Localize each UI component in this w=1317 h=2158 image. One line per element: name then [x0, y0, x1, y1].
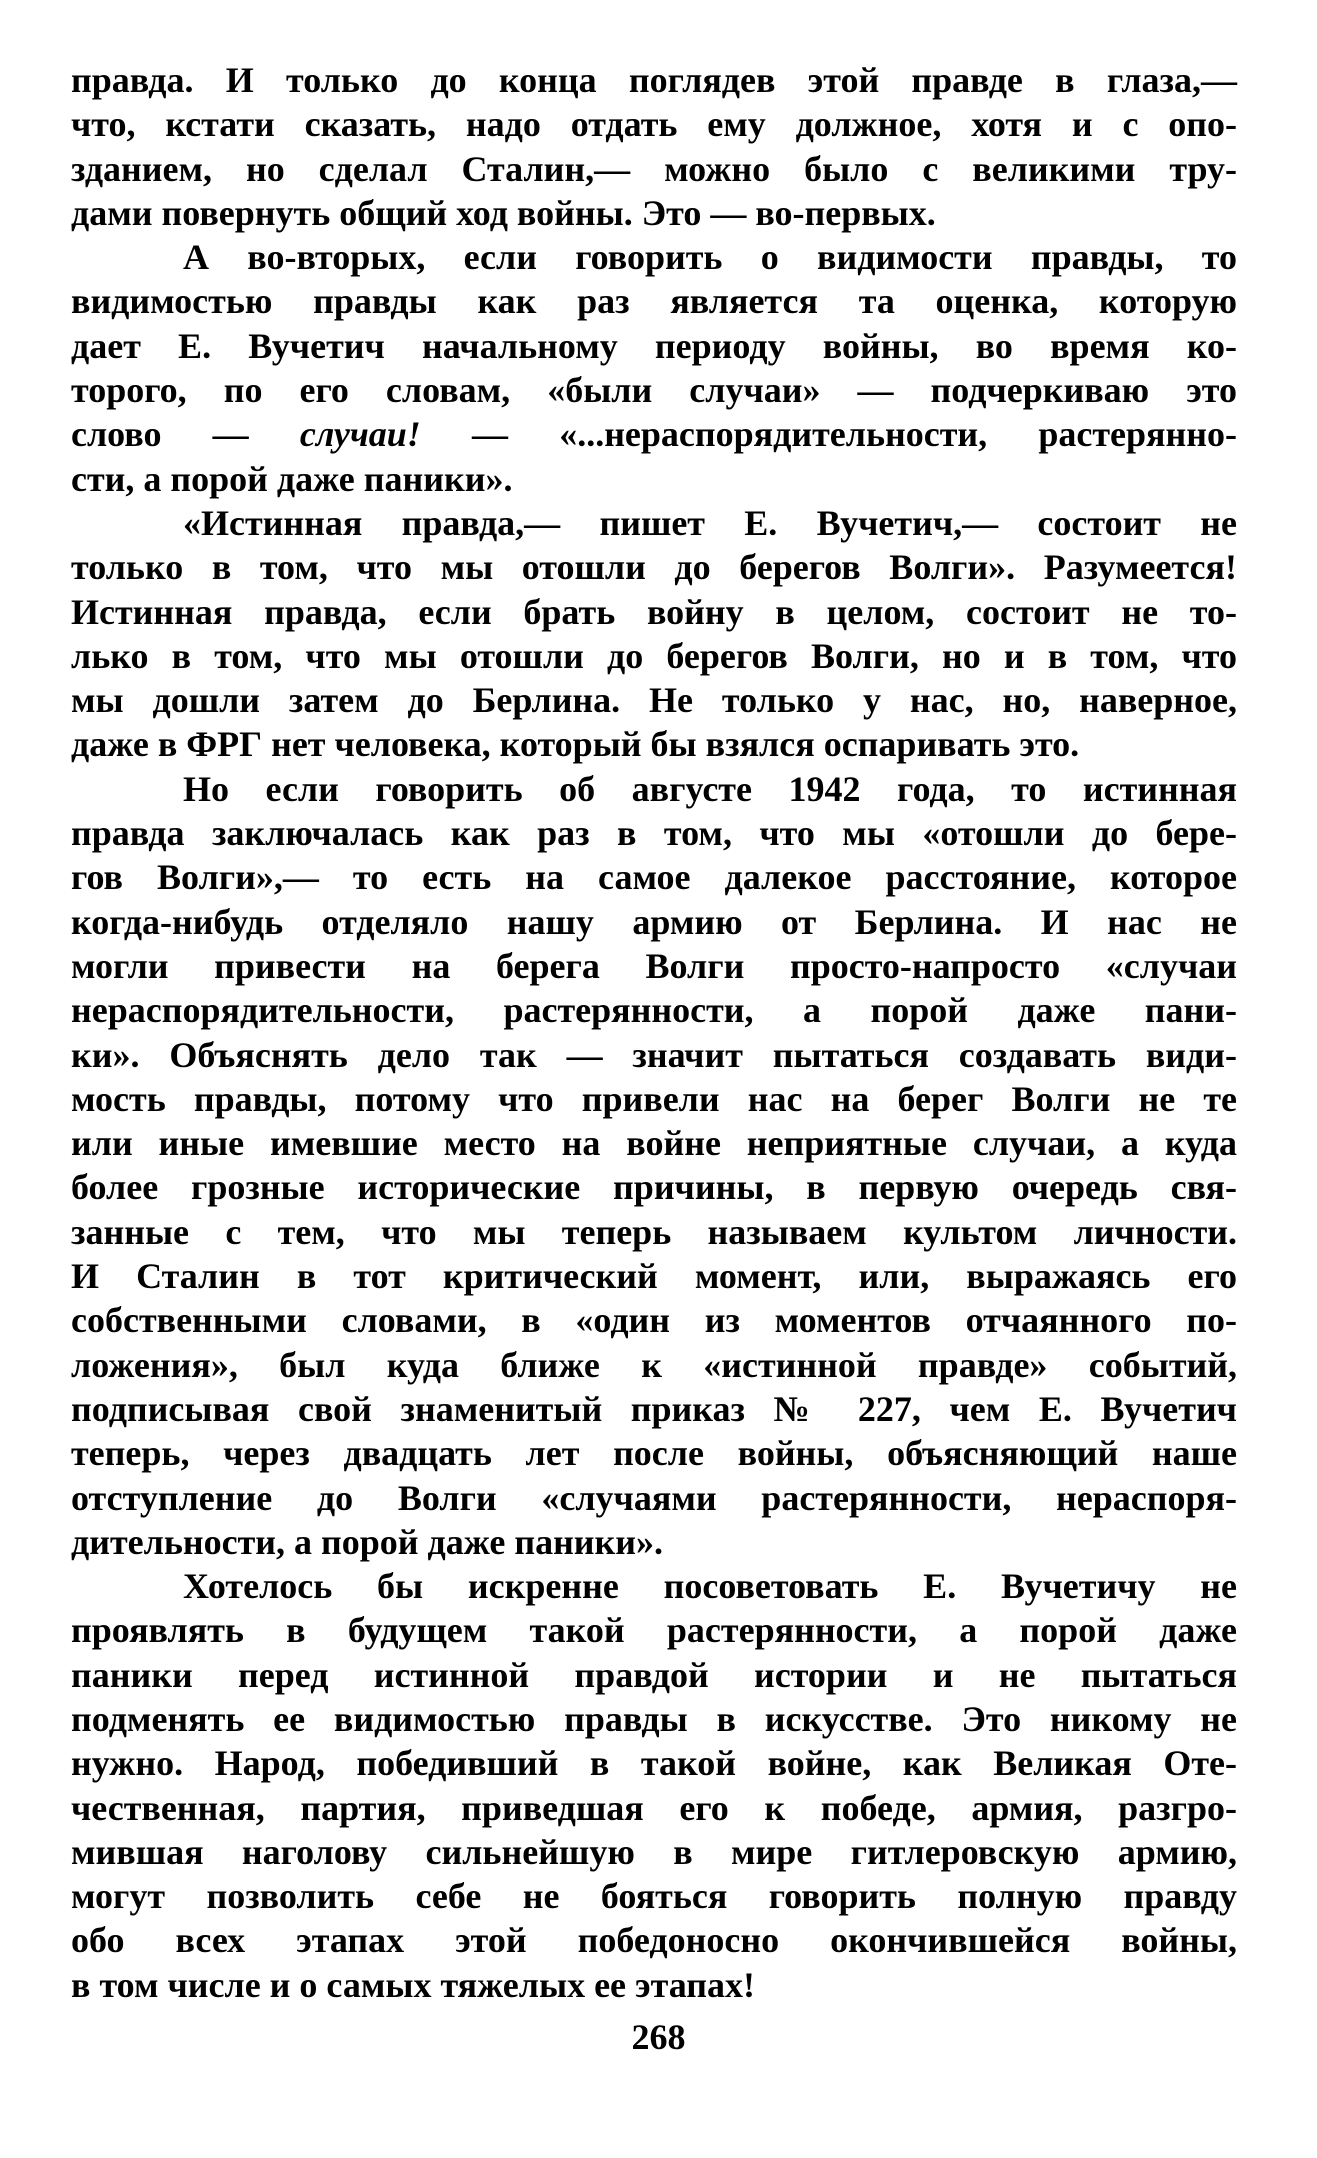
- text-line: занные с тем, что мы теперь называем культом личности.: [71, 1211, 1237, 1252]
- text-line: правда. И только до конца поглядев этой правде в глаза,—: [71, 60, 1237, 100]
- text-line: А во-вторых, если говорить о видимости правды, то: [183, 237, 1237, 278]
- text-line: даже в ФРГ нет человека, который бы взялся оспаривать это.: [71, 724, 1080, 765]
- text-line: зданием, но сделал Сталин,— можно было с великими тру-: [71, 148, 1237, 189]
- text-line: Хотелось бы искренне посоветовать Е. Вучетичу не: [183, 1566, 1237, 1607]
- emphasis: случаи!: [299, 414, 421, 455]
- text-line: Но если говорить об августе 1942 года, то истинная: [183, 768, 1237, 809]
- text-line: нужно. Народ, победивший в такой войне, как Великая Оте-: [71, 1743, 1237, 1784]
- text-line: лько в том, что мы отошли до берегов Волги, но и в том, что: [71, 635, 1237, 676]
- text-line: подменять ее видимостью правды в искусстве. Это никому не: [71, 1698, 1237, 1739]
- text-line: слово — случаи! — «...нераспорядительности, растерянно-: [71, 414, 1237, 455]
- text-line: сти, а порой даже паники».: [71, 458, 513, 499]
- text-line: Истинная правда, если брать войну в целом, состоит не то-: [71, 591, 1237, 632]
- text-line: «Истинная правда,— пишет Е. Вучетич,— состоит не: [183, 502, 1237, 543]
- paragraph: [71, 767, 1237, 1564]
- text-line: дами повернуть общий ход войны. Это — во-первых.: [71, 192, 936, 233]
- text-line: дительности, а порой даже паники».: [71, 1521, 664, 1562]
- text-line: мившая наголову сильнейшую в мире гитлеровскую армию,: [71, 1831, 1237, 1872]
- text-line: подписывая свой знаменитый приказ № 227, чем Е. Вучетич: [71, 1388, 1237, 1429]
- text-line: более грозные исторические причины, в первую очередь свя-: [71, 1167, 1237, 1208]
- text-line: паники перед истинной правдой истории и не пытаться: [71, 1654, 1237, 1695]
- text-line: когда-нибудь отделяло нашу армию от Берлина. И нас не: [71, 901, 1237, 942]
- paragraph: [71, 235, 1237, 501]
- text-line: торого, по его словам, «были случаи» — подчеркиваю это: [71, 370, 1237, 411]
- text-line: ки». Объяснять дело так — значит пытаться создавать види-: [71, 1034, 1237, 1075]
- text-line: И Сталин в тот критический момент, или, выражаясь его: [71, 1256, 1237, 1297]
- text-line: или иные имевшие место на войне неприятные случаи, а куда: [71, 1123, 1237, 1164]
- body-text: [71, 58, 1237, 2007]
- text-line: в том числе и о самых тяжелых ее этапах!: [71, 1964, 755, 2005]
- text-line: чественная, партия, приведшая его к победе, армия, разгро-: [71, 1787, 1237, 1828]
- paragraph: [71, 58, 1237, 235]
- text-line: правда заключалась как раз в том, что мы «отошли до бере-: [71, 813, 1237, 854]
- paragraph: [71, 501, 1237, 767]
- text-line: видимостью правды как раз является та оценка, которую: [71, 281, 1237, 322]
- text-line: проявлять в будущем такой растерянности, а порой даже: [71, 1610, 1237, 1651]
- page-number: 268: [631, 2017, 686, 2057]
- text-line: что, кстати сказать, надо отдать ему должное, хотя и с опо-: [71, 104, 1237, 145]
- paragraph: [71, 1564, 1237, 2007]
- text-line: гов Волги»,— то есть на самое далекое расстояние, которое: [71, 857, 1237, 898]
- text-line: мость правды, потому что привели нас на берег Волги не те: [71, 1078, 1237, 1119]
- text-line: только в том, что мы отошли до берегов Волги». Разумеется!: [71, 547, 1237, 588]
- text-line: теперь, через двадцать лет после войны, объясняющий наше: [71, 1433, 1237, 1474]
- text-line: нераспорядительности, растерянности, а порой даже пани-: [71, 990, 1237, 1031]
- text-line: могут позволить себе не бояться говорить полную правду: [71, 1876, 1237, 1917]
- text-line: дает Е. Вучетич начальному периоду войны, во время ко-: [71, 325, 1237, 366]
- text-line: собственными словами, в «один из моментов отчаянного по-: [71, 1300, 1237, 1341]
- text-line: отступление до Волги «случаями растерянности, нераспоря-: [71, 1477, 1237, 1518]
- text-line: обо всех этапах этой победоносно окончившейся войны,: [71, 1920, 1237, 1961]
- text-line: могли привести на берега Волги просто-напросто «случаи: [71, 945, 1237, 986]
- text-line: мы дошли затем до Берлина. Не только у нас, но, наверное,: [71, 680, 1237, 721]
- text-line: ложения», был куда ближе к «истинной правде» событий,: [71, 1344, 1237, 1385]
